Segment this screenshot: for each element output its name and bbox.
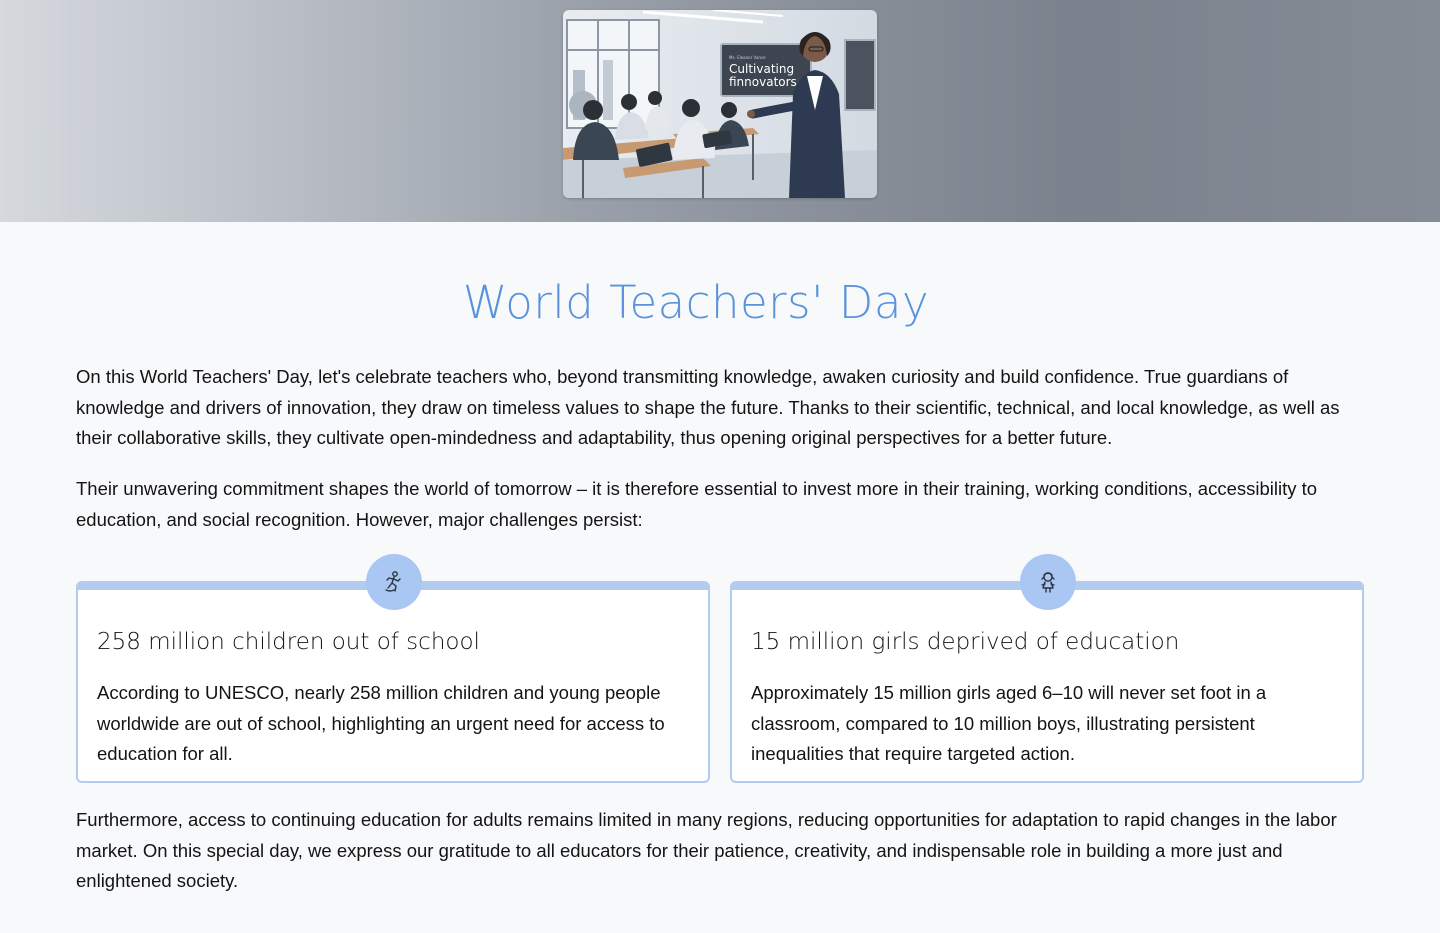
closing-paragraph: Furthermore, access to continuing education for adults remains limited in many regions, reducing opportunities for adaptation to rapid changes in the labor market. On this special day, we express our gratitude to all educators for their patience, creativity, and indispensable role in building a more just and enlightened society. [76, 809, 1337, 891]
board-line-1: Cultivating [729, 62, 795, 76]
girl-icon [1020, 554, 1076, 610]
commitment-paragraph: Their unwavering commitment shapes the world of tomorrow – it is therefore essential to invest more in their training, working conditions, accessibility to education, and social recognition. However, major challenges persist: [76, 478, 1318, 530]
stat-card-children [76, 581, 710, 783]
board-line-2: finnovators [729, 75, 797, 89]
board-small-text: Ms. Eleanor Vance [729, 55, 766, 60]
hero-banner [0, 0, 1440, 222]
card-title: 15 million girls deprived of education [751, 629, 1180, 655]
card-title: 258 million children out of school [97, 629, 480, 655]
stat-card-girls [730, 581, 1364, 783]
page-title: World Teachers' Day [462, 276, 930, 329]
card-text: Approximately 15 million girls aged 6–10 will never set foot in a classroom, compared to 10 million boys, illustrating persistent inequalities that require targeted action. [751, 682, 1267, 764]
classroom-illustration [563, 10, 877, 198]
running-child-icon [366, 554, 422, 610]
intro-paragraph: On this World Teachers' Day, let's celebrate teachers who, beyond transmitting knowledge, awaken curiosity and build confidence. True guardians of knowledge and drivers of innovation, they draw on timeless values to shape the future. Thanks to their scientific, technical, and local knowledge, as well as their collaborative skills, they cultivate open-mindedness and adaptability, thus opening original perspectives for a better future. [76, 366, 1340, 448]
card-text: According to UNESCO, nearly 258 million children and young people worldwide are out of school, highlighting an urgent need for access to education for all. [97, 682, 665, 764]
